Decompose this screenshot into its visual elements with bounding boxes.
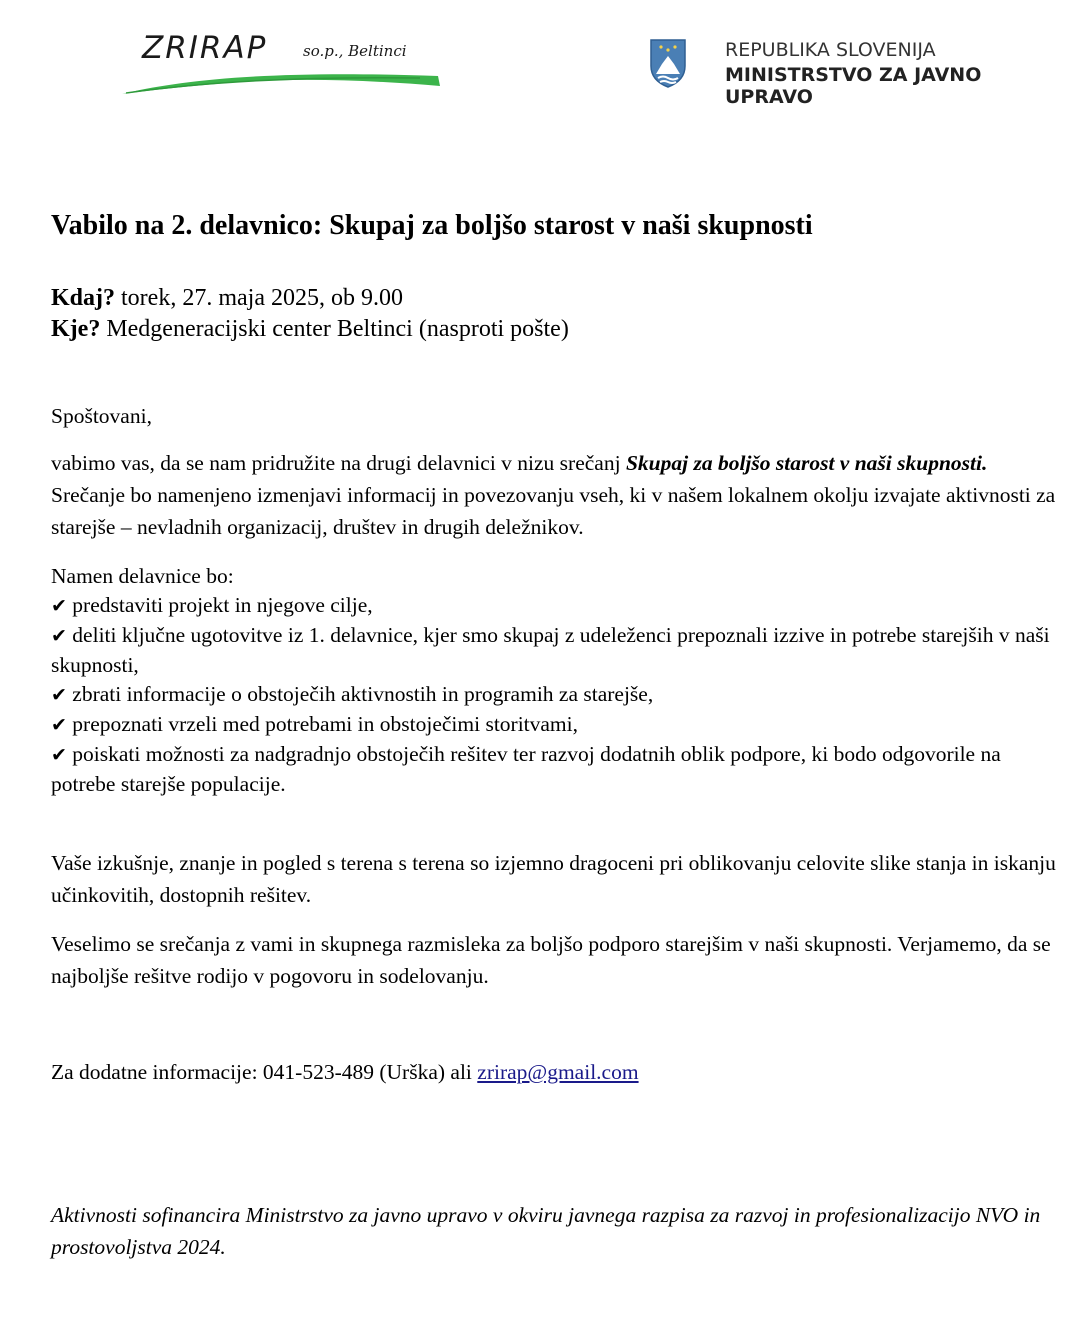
funding-note: Aktivnosti sofinancira Ministrstvo za javno upravo v okviru javnega razpisa za razvoj in profesionalizacijo NVO in prostovoljstva 2024.	[51, 1203, 1041, 1259]
list-item-text: predstaviti projekt in njegove cilje,	[72, 593, 373, 617]
where-value: Medgeneracijski center Beltinci (nasproti pošte)	[106, 316, 569, 342]
closing-paragraph: Veselimo se srečanja z vami in skupnega razmisleka za boljšo podporo starejšim v naši skupnosti. Verjamemo, da se najboljše rešitve rodijo v pogovoru in sodelovanju.	[51, 932, 1051, 988]
ministry-logo-name: MINISTRSTVO ZA JAVNO UPRAVO	[725, 64, 982, 108]
purpose-list	[51, 562, 1056, 799]
slovenia-coat-of-arms-icon	[648, 38, 688, 88]
intro-text-after: Srečanje bo namenjeno izmenjavi informacij in povezovanju vseh, ki v našem lokalnem okolju izvajate aktivnosti za starejše – nevladnih organizacij, društev in drugih deležnikov.	[51, 483, 1056, 539]
when-label: Kdaj?	[51, 285, 116, 311]
event-when	[51, 283, 569, 314]
contact-text: Za dodatne informacije: 041-523-489 (Urška) ali	[51, 1060, 478, 1084]
list-item	[51, 680, 1056, 710]
contact-line	[51, 1056, 1056, 1088]
when-value: torek, 27. maja 2025, ob 9.00	[121, 285, 403, 311]
intro-text-before: vabimo vas, da se nam pridružite na drugi delavnici v nizu srečanj	[51, 451, 626, 475]
greeting: Spoštovani,	[51, 404, 152, 428]
checkmark-icon: ✔	[51, 744, 67, 766]
list-item	[51, 710, 1056, 740]
intro-emphasis: Skupaj za boljšo starost v naši skupnosti.	[625, 451, 988, 475]
list-item-text: prepoznati vrzeli med potrebami in obstoječimi storitvami,	[72, 712, 579, 736]
list-item-text: zbrati informacije o obstoječih aktivnostih in programih za starejše,	[72, 682, 654, 706]
list-item	[51, 740, 1056, 799]
experience-paragraph: Vaše izkušnje, znanje in pogled s terena s terena so izjemno dragoceni pri oblikovanju celovite slike stanja in iskanju učinkovitih, dostopnih rešitev.	[51, 851, 1056, 907]
intro-paragraph	[51, 447, 1056, 543]
where-label: Kje?	[51, 316, 101, 342]
list-item	[51, 591, 1056, 621]
purpose-heading: Namen delavnice bo:	[51, 564, 234, 588]
email-link[interactable]: zrirap@gmail.com	[477, 1060, 639, 1084]
event-where	[51, 314, 569, 345]
list-item	[51, 621, 1056, 680]
checkmark-icon: ✔	[51, 595, 67, 617]
checkmark-icon: ✔	[51, 684, 67, 706]
ministry-logo	[648, 38, 1048, 108]
green-swoosh-icon	[120, 66, 445, 96]
zrirap-logo-name: ZRIRAP	[142, 30, 268, 66]
list-item-text: poiskati možnosti za nadgradnjo obstoječih rešitev ter razvoj dodatnih oblik podpore, ki bodo odgovorile na potrebe starejše populacije.	[51, 742, 1001, 796]
page-title: Vabilo na 2. delavnico: Skupaj za boljšo starost v naši skupnosti	[51, 210, 813, 241]
zrirap-logo-subtitle: so.p., Beltinci	[303, 42, 407, 60]
zrirap-logo	[120, 30, 450, 100]
ministry-logo-country: REPUBLIKA SLOVENIJA	[725, 39, 936, 61]
checkmark-icon: ✔	[51, 714, 67, 736]
list-item-text: deliti ključne ugotovitve iz 1. delavnice, kjer smo skupaj z udeleženci prepoznali izzive in potrebe starejših v naši skupnosti,	[51, 623, 1050, 677]
checkmark-icon: ✔	[51, 625, 67, 647]
event-details	[51, 283, 569, 345]
